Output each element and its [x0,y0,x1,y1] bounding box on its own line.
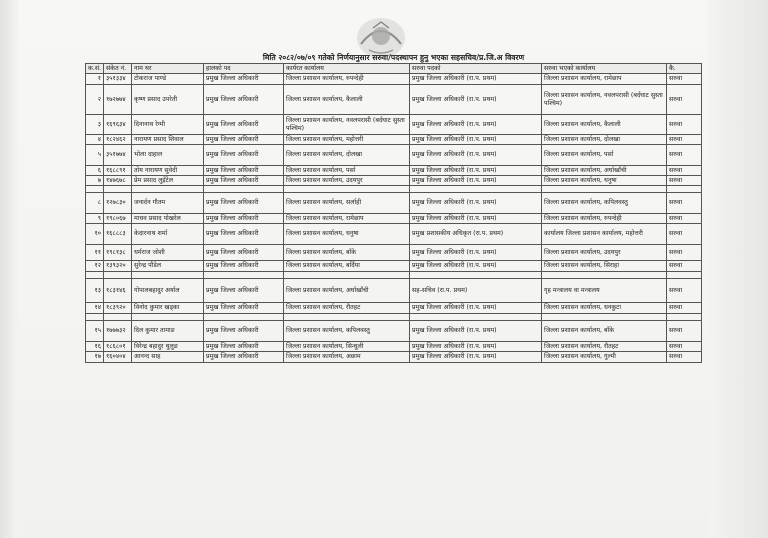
row-new-office: जिल्ला प्रशासन कार्यालय, रौतहट [542,342,667,352]
row-new-post: प्रमुख जिल्ला अधिकारी (रा.प. प्रथम) [410,115,542,135]
row-code: १६०४०४ [104,352,132,363]
row-name: माधव प्रसाद पोखरेल [132,214,204,224]
row-sn: १५ [86,321,104,342]
row-post: प्रमुख जिल्ला अधिकारी [204,261,284,272]
header-note: कै. [667,64,702,74]
row-code: १७२७७४ [104,85,132,115]
spacer-cell [410,186,542,193]
row-code: १८६८०१ [104,342,132,352]
row-name: नारायण प्रसाद शिवाल [132,135,204,145]
table-row [86,74,702,85]
row-post: प्रमुख जिल्ला अधिकारी [204,245,284,261]
row-note: सरुवा [667,135,702,145]
row-code: १६९६३४ [104,115,132,135]
table-row [86,321,702,342]
row-office: जिल्ला प्रशासन कार्यालय, कैलाली [284,85,410,115]
row-code: १३९३२० [104,261,132,272]
row-post: प्रमुख जिल्ला अधिकारी [204,342,284,352]
row-sn: ४ [86,135,104,145]
transfer-table [85,53,702,363]
row-code: १४७६७८ [104,176,132,186]
row-office: जिल्ला प्रशासन कार्यालय, बाँके [284,245,410,261]
spacer-cell [542,314,667,321]
row-post: प्रमुख जिल्ला अधिकारी [204,176,284,186]
row-spacer [86,272,702,279]
row-note: सरुवा [667,115,702,135]
table-row [86,303,702,314]
table-row [86,115,702,135]
document-title: मिति २०८२/०७/०९ गतेको निर्णयानुसार सरुवा/पदस्थापन हुनु भएका सहसचिव/प्र.जि.अ विवरण [86,53,702,64]
row-post: प्रमुख जिल्ला अधिकारी [204,303,284,314]
row-code: १९८१३८ [104,245,132,261]
row-sn: १७ [86,352,104,363]
row-name: जनार्दन गौतम [132,193,204,214]
row-new-office: जिल्ला प्रशासन कार्यालय, उदयपुर [542,245,667,261]
row-name: सुरेन्द्र पौडेल [132,261,204,272]
header-sn: क.सं. [86,64,104,74]
table-row [86,279,702,303]
row-sn: ६ [86,166,104,176]
row-code: १८३१४६ [104,279,132,303]
row-note: सरुवा [667,352,702,363]
row-new-office: जिल्ला प्रशासन कार्यालय, पर्सा [542,145,667,166]
row-new-office: गृह मन्त्रालय वा मन्त्रालय [542,279,667,303]
header-new-office: सरुवा भएको कार्यालय [542,64,667,74]
row-new-post: प्रमुख जिल्ला अधिकारी (रा.प. प्रथम) [410,193,542,214]
row-new-post: प्रमुख जिल्ला अधिकारी (रा.प. प्रथम) [410,245,542,261]
row-new-office: जिल्ला प्रशासन कार्यालय, रामेछाप [542,74,667,85]
row-spacer [86,314,702,321]
row-new-post: प्रमुख जिल्ला अधिकारी (रा.प. प्रथम) [410,352,542,363]
header-post: हालको पद [204,64,284,74]
row-sn: ३ [86,115,104,135]
table-row [86,214,702,224]
scan-edge-right [708,0,768,538]
spacer-cell [104,272,132,279]
row-name: विनोद कुमार खड्का [132,303,204,314]
row-office: जिल्ला प्रशासन कार्यालय, नवलपरासी (बर्दघाट सुस्ता पश्चिम) [284,115,410,135]
spacer-cell [204,272,284,279]
spacer-cell [132,314,204,321]
spacer-cell [132,272,204,279]
row-office: जिल्ला प्रशासन कार्यालय, रुपन्देही [284,74,410,85]
row-note: सरुवा [667,166,702,176]
row-note: सरुवा [667,214,702,224]
row-office: जिल्ला प्रशासन कार्यालय, धनुषा [284,224,410,245]
scan-edge-left [0,0,18,538]
row-new-post: प्रमुख जिल्ला अधिकारी (रा.प. प्रथम) [410,85,542,115]
table-row [86,245,702,261]
row-note: सरुवा [667,74,702,85]
row-new-post: प्रमुख जिल्ला अधिकारी (रा.प. प्रथम) [410,303,542,314]
row-code: १९८०६७ [104,214,132,224]
spacer-cell [86,272,104,279]
header-office: कार्यरत कार्यालय [284,64,410,74]
row-new-post: प्रमुख जिल्ला अधिकारी (रा.प. प्रथम) [410,145,542,166]
spacer-cell [86,186,104,193]
table-row [86,135,702,145]
row-sn: ५ [86,145,104,166]
row-post: प्रमुख जिल्ला अधिकारी [204,224,284,245]
row-name: तोय नारायण सुवेदी [132,166,204,176]
row-note: सरुवा [667,145,702,166]
row-new-office: जिल्ला प्रशासन कार्यालय, दोलखा [542,135,667,145]
row-name: विरेन्द्र बहादुर थुलुङ [132,342,204,352]
row-post: प्रमुख जिल्ला अधिकारी [204,135,284,145]
row-office: जिल्ला प्रशासन कार्यालय, रौतहट [284,303,410,314]
spacer-cell [542,272,667,279]
spacer-cell [132,186,204,193]
spacer-cell [667,314,702,321]
row-post: प्रमुख जिल्ला अधिकारी [204,279,284,303]
row-sn: १ [86,74,104,85]
spacer-cell [410,314,542,321]
row-name: कृष्ण प्रसाद उपरेती [132,85,204,115]
row-note: सरुवा [667,245,702,261]
spacer-cell [542,186,667,193]
row-code: ३५१३३४ [104,74,132,85]
row-new-post: प्रमुख जिल्ला अधिकारी (रा.प. प्रथम) [410,321,542,342]
row-sn: ८ [86,193,104,214]
row-new-office: जिल्ला प्रशासन कार्यालय, सिराहा [542,261,667,272]
row-office: जिल्ला प्रशासन कार्यालय, अछाम [284,352,410,363]
row-post: प्रमुख जिल्ला अधिकारी [204,145,284,166]
row-office: जिल्ला प्रशासन कार्यालय, अर्घाखाँची [284,279,410,303]
row-post: प्रमुख जिल्ला अधिकारी [204,352,284,363]
row-office: जिल्ला प्रशासन कार्यालय, सिन्धुली [284,342,410,352]
row-code: १६८८८३ [104,224,132,245]
row-new-office: जिल्ला प्रशासन कार्यालय, धनकुटा [542,303,667,314]
spacer-cell [667,272,702,279]
spacer-cell [410,272,542,279]
row-post: प्रमुख जिल्ला अधिकारी [204,166,284,176]
table-row [86,261,702,272]
row-new-office: जिल्ला प्रशासन कार्यालय, रुपन्देही [542,214,667,224]
row-name: टोकराज पाण्डे [132,74,204,85]
row-new-post: प्रमुख जिल्ला अधिकारी (रा.प. प्रथम) [410,74,542,85]
row-sn: ७ [86,176,104,186]
row-sn: १० [86,224,104,245]
row-sn: १४ [86,303,104,314]
spacer-cell [204,314,284,321]
row-new-post: प्रमुख जिल्ला अधिकारी (रा.प. प्रथम) [410,261,542,272]
row-name: दिल कुमार तामाङ [132,321,204,342]
spacer-cell [284,272,410,279]
table-row [86,145,702,166]
header-name: नाम थर [132,64,204,74]
table-row [86,342,702,352]
row-sn: १३ [86,279,104,303]
spacer-cell [204,186,284,193]
row-name: गोपालबहादुर अर्याल [132,279,204,303]
table-header-row [86,64,702,74]
row-note: सरुवा [667,261,702,272]
row-post: प्रमुख जिल्ला अधिकारी [204,85,284,115]
row-note: सरुवा [667,176,702,186]
row-new-office: जिल्ला प्रशासन कार्यालय, नवलपरासी (बर्दघाट सुस्ता पश्चिम) [542,85,667,115]
row-note: सरुवा [667,303,702,314]
row-office: जिल्ला प्रशासन कार्यालय, कपिलवस्तु [284,321,410,342]
header-new-post: सरुवा पदको [410,64,542,74]
row-new-post: सह-सचिव (रा.प. प्रथम) [410,279,542,303]
spacer-cell [284,314,410,321]
header-code: संकेत नं. [104,64,132,74]
row-post: प्रमुख जिल्ला अधिकारी [204,193,284,214]
row-office: जिल्ला प्रशासन कार्यालय, महोत्तरी [284,135,410,145]
table-row [86,166,702,176]
row-note: सरुवा [667,279,702,303]
row-new-post: प्रमुख प्रशासकीय अधिकृत (रा.प. प्रथम) [410,224,542,245]
spacer-cell [284,186,410,193]
row-new-office: जिल्ला प्रशासन कार्यालय, अर्घाखाँची [542,166,667,176]
row-new-post: प्रमुख जिल्ला अधिकारी (रा.प. प्रथम) [410,214,542,224]
row-office: जिल्ला प्रशासन कार्यालय, पर्सा [284,166,410,176]
row-post: प्रमुख जिल्ला अधिकारी [204,321,284,342]
row-post: प्रमुख जिल्ला अधिकारी [204,214,284,224]
row-office: जिल्ला प्रशासन कार्यालय, बर्दिया [284,261,410,272]
row-post: प्रमुख जिल्ला अधिकारी [204,74,284,85]
row-note: सरुवा [667,85,702,115]
row-note: सरुवा [667,193,702,214]
row-note: सरुवा [667,321,702,342]
row-code: १२७८३० [104,193,132,214]
spacer-cell [86,314,104,321]
row-sn: २ [86,85,104,115]
row-name: आनन्द साह [132,352,204,363]
row-code: १७७७३२ [104,321,132,342]
row-new-office: कार्यालय जिल्ला प्रशासन कार्यालय, महोत्तरी [542,224,667,245]
row-sn: १६ [86,342,104,352]
row-name: भोला दाहाल [132,145,204,166]
row-new-post: प्रमुख जिल्ला अधिकारी (रा.प. प्रथम) [410,176,542,186]
row-new-office: जिल्ला प्रशासन कार्यालय, कपिलवस्तु [542,193,667,214]
row-sn: ९ [86,214,104,224]
row-new-office: जिल्ला प्रशासन कार्यालय, कैलाली [542,115,667,135]
row-sn: १२ [86,261,104,272]
row-code: १८२४६२ [104,135,132,145]
row-note: सरुवा [667,342,702,352]
row-note: सरुवा [667,224,702,245]
row-office: जिल्ला प्रशासन कार्यालय, दोलखा [284,145,410,166]
row-code: १६८८९१ [104,166,132,176]
row-new-office: जिल्ला प्रशासन कार्यालय, गुल्मी [542,352,667,363]
row-spacer [86,186,702,193]
table-row [86,224,702,245]
row-new-post: प्रमुख जिल्ला अधिकारी (रा.प. प्रथम) [410,342,542,352]
table-row [86,85,702,115]
row-name: प्रेम प्रसाद लुइँटेल [132,176,204,186]
spacer-cell [104,314,132,321]
row-name: धर्मराज जोशी [132,245,204,261]
row-new-post: प्रमुख जिल्ला अधिकारी (रा.प. प्रथम) [410,135,542,145]
spacer-cell [104,186,132,193]
row-office: जिल्ला प्रशासन कार्यालय, सर्लाही [284,193,410,214]
row-new-post: प्रमुख जिल्ला अधिकारी (रा.प. प्रथम) [410,166,542,176]
row-office: जिल्ला प्रशासन कार्यालय, उदयपुर [284,176,410,186]
table-row [86,193,702,214]
table-row [86,176,702,186]
row-new-office: जिल्ला प्रशासन कार्यालय, धनुषा [542,176,667,186]
row-name: केदारनाथ शर्मा [132,224,204,245]
row-office: जिल्ला प्रशासन कार्यालय, रामेछाप [284,214,410,224]
row-post: प्रमुख जिल्ला अधिकारी [204,115,284,135]
row-name: दिनानाथ रेग्मी [132,115,204,135]
row-new-office: जिल्ला प्रशासन कार्यालय, बाँके [542,321,667,342]
table-row [86,352,702,363]
spacer-cell [667,186,702,193]
row-sn: ११ [86,245,104,261]
row-code: ३५१७७४ [104,145,132,166]
row-code: १८३९२० [104,303,132,314]
